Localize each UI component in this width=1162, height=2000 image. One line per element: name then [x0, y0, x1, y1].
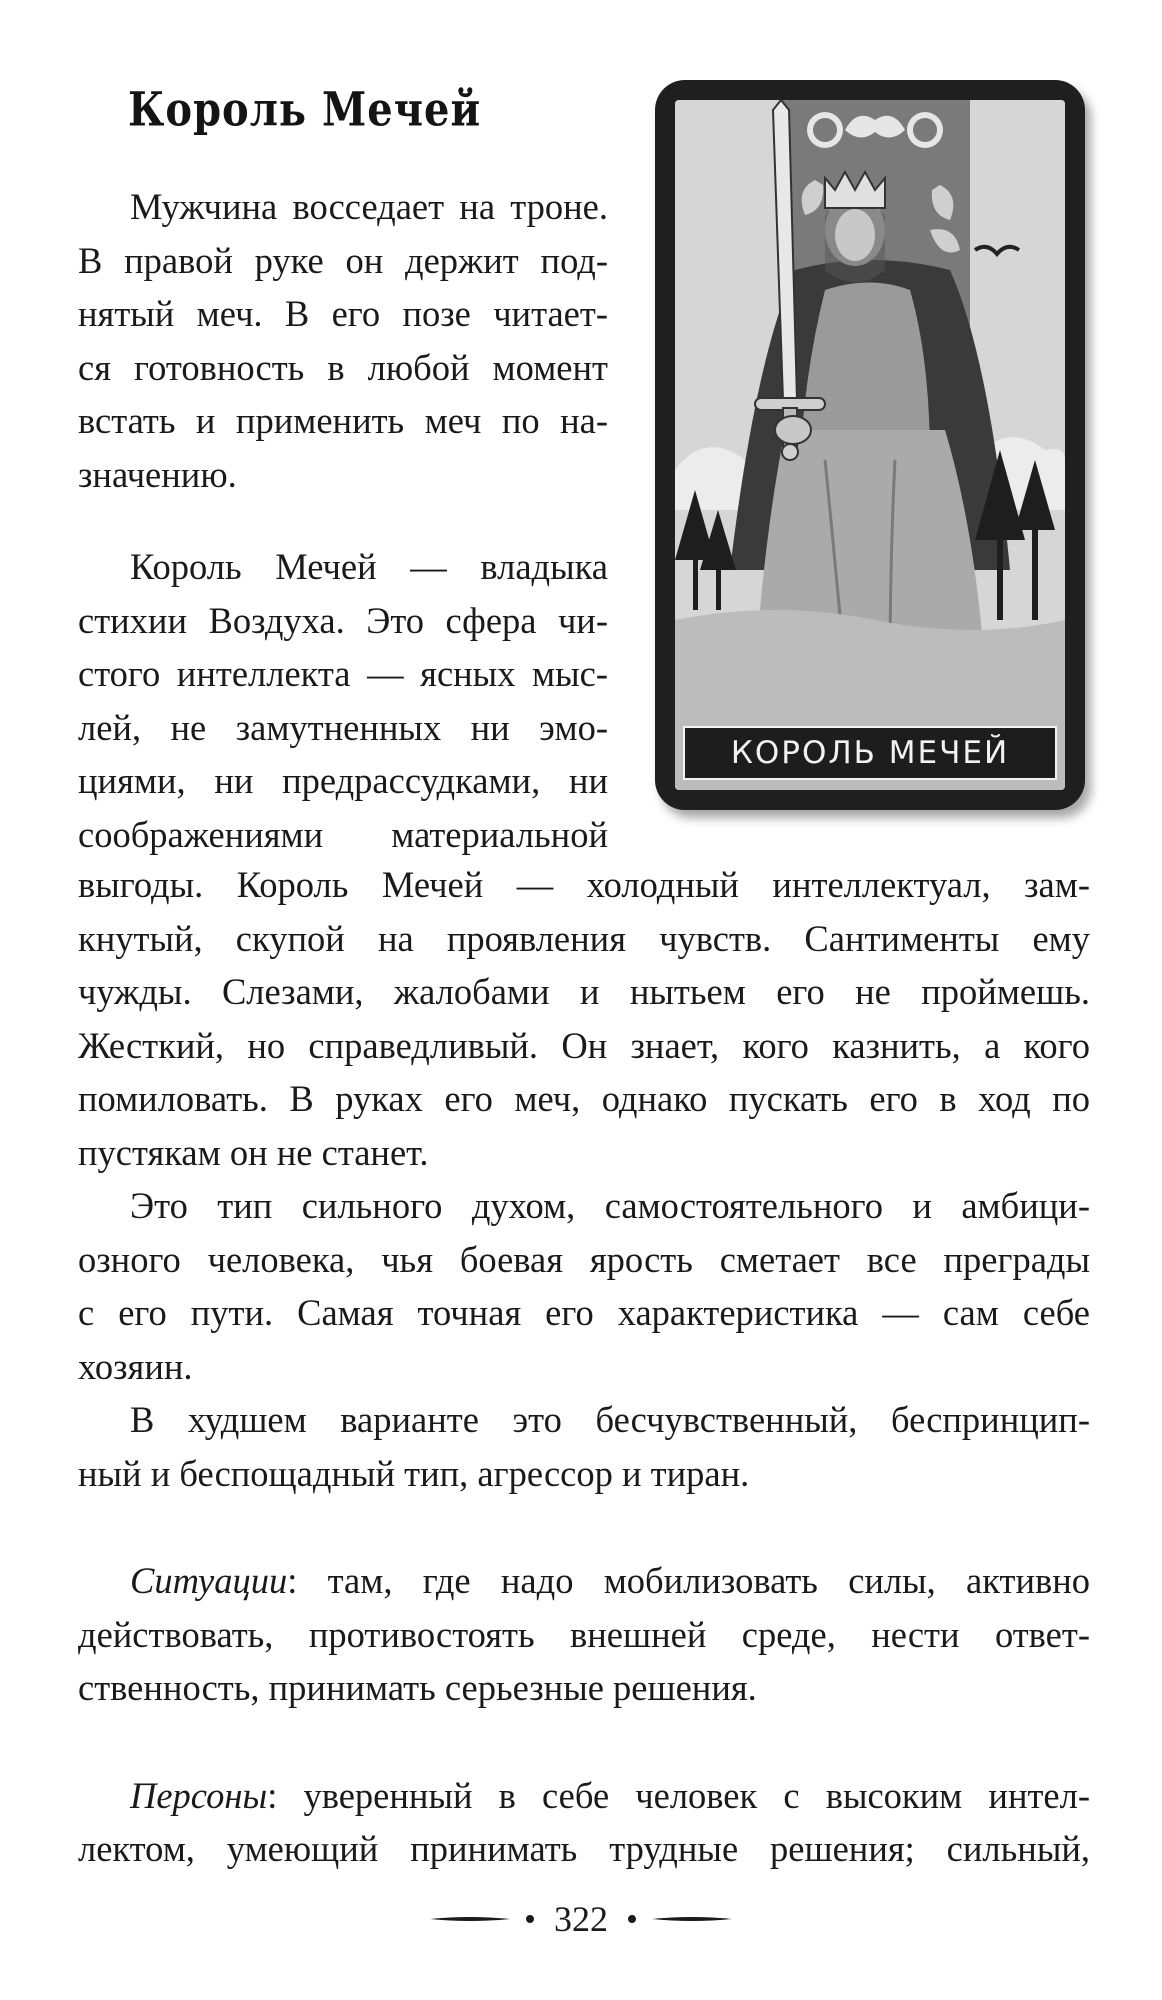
situations-line [78, 1554, 1090, 1608]
page-footer [0, 1898, 1162, 1940]
text-line: озного человека, чья боевая ярость сметает все преграды [78, 1238, 1090, 1280]
page-number: 322 [554, 1899, 608, 1939]
right-ornament-icon [622, 1912, 732, 1926]
text-line: Король Мечей — владыка [130, 546, 608, 587]
chapter-heading: Король Мечей [128, 82, 482, 138]
text-line: хозяин. [78, 1345, 193, 1387]
card-illustration [675, 100, 1065, 790]
text-line: выгоды. Король Мечей — холодный интеллектуал, зам- [78, 864, 1090, 905]
text-line: встать и применить меч по на- [78, 400, 608, 441]
text-line: помиловать. В руках его меч, однако пускать его в ход по [78, 1078, 1090, 1119]
text-line: лектом, умеющий принимать трудные решения; сильный, [78, 1828, 1090, 1869]
text-line: В худшем варианте это бесчувственный, беспринцип- [130, 1399, 1090, 1440]
text-line: с его пути. Самая точная его характеристика — сам себе [78, 1292, 1090, 1333]
situations-label: Ситуации [130, 1560, 288, 1601]
text-line: действовать, противостоять внешней среде, нести ответ- [78, 1613, 1090, 1655]
text-line: пустякам он не станет. [78, 1131, 429, 1173]
persons-text: : уверенный в себе человек с высоким интел- [267, 1774, 1090, 1816]
text-line: ственность, принимать серьезные решения. [78, 1667, 757, 1708]
text-line: ный и беспощадный тип, агрессор и тиран. [78, 1452, 750, 1494]
tarot-card [655, 80, 1085, 810]
text-line: соображениями материальной [78, 813, 608, 855]
text-line: значению. [78, 453, 237, 495]
text-line: стихии Воздуха. Это сфера чи- [78, 599, 608, 641]
full-width-text [78, 858, 1090, 1876]
text-line: стого интеллекта — ясных мыс- [78, 653, 608, 694]
text-line: лей, не замутненных ни эмо- [78, 706, 608, 748]
text-line: циями, ни предрассудками, ни [78, 760, 608, 801]
text-line: Жесткий, но справедливый. Он знает, кого казнить, а кого [78, 1024, 1090, 1066]
text-line: чужды. Слезами, жалобами и нытьем его не проймешь. [78, 971, 1090, 1012]
text-line: В правой руке он держит под- [78, 239, 608, 281]
persons-label: Персоны [130, 1774, 268, 1816]
text-line: Мужчина восседает на троне. [130, 186, 608, 227]
text-line: Это тип сильного духом, самостоятельного и амбици- [130, 1185, 1090, 1226]
text-line: ся готовность в любой момент [78, 346, 608, 388]
persons-line [78, 1769, 1090, 1823]
text-line: нятый меч. В его позе читает- [78, 293, 608, 334]
situations-text: : там, где надо мобилизовать силы, активно [287, 1560, 1090, 1601]
intro-paragraph [78, 180, 608, 501]
king-of-swords-image [675, 100, 1065, 790]
text-line: кнутый, скупой на проявления чувств. Сантименты ему [78, 917, 1090, 959]
description-paragraph-narrow [78, 540, 608, 861]
card-title-label: КОРОЛЬ МЕЧЕЙ [683, 726, 1057, 780]
left-ornament-icon [430, 1912, 540, 1926]
